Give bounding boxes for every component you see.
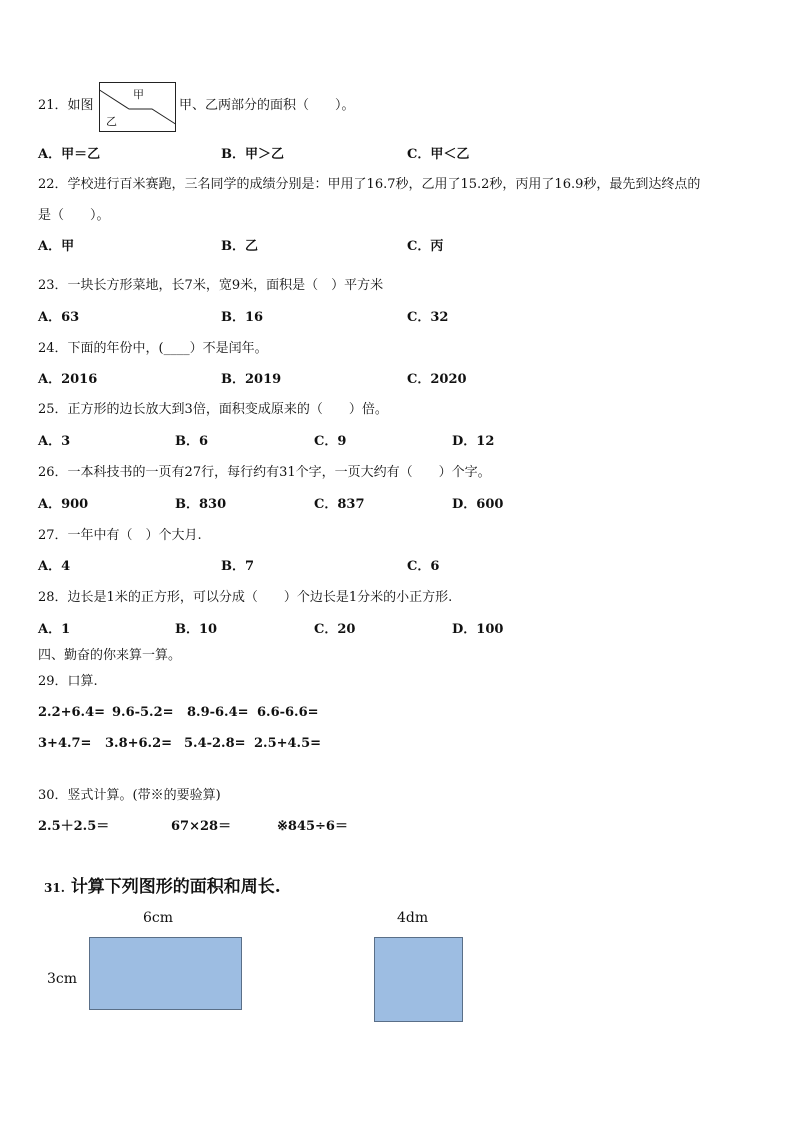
q26-option-c[interactable]: C．837 <box>314 497 365 512</box>
q30-title: 30．竖式计算。(带※的要验算) <box>38 788 221 803</box>
q28-option-b[interactable]: B．10 <box>175 622 218 637</box>
q25-option-d[interactable]: D．12 <box>452 434 495 449</box>
q21-option-a[interactable]: A．甲＝乙 <box>38 147 101 162</box>
q31-number: 31. <box>44 881 65 895</box>
q24-option-b[interactable]: B．2019 <box>221 372 282 387</box>
q21-prompt-pre: 21．如图 <box>38 98 94 113</box>
q29-item-6: 3.8+6.2= <box>105 736 173 751</box>
q30-item-3: ※845÷6＝ <box>277 819 348 834</box>
q27-option-b[interactable]: B．7 <box>221 559 255 574</box>
q26-prompt: 26．一本科技书的一页有27行，每行约有31个字，一页大约有（ ）个字。 <box>38 465 491 480</box>
q25-prompt: 25．正方形的边长放大到3倍，面积变成原来的（ ）倍。 <box>38 402 388 417</box>
square-side-label: 4dm <box>397 910 429 926</box>
q24-prompt: 24．下面的年份中，(____）不是闰年。 <box>38 341 268 356</box>
section4-title: 四、勤奋的你来算一算。 <box>38 648 182 663</box>
q27-option-a[interactable]: A．4 <box>38 559 71 574</box>
q29-item-4: 6.6-6.6= <box>257 705 319 720</box>
q21-label-jia: 甲 <box>133 88 144 101</box>
q22-prompt-line2: 是（ ）。 <box>38 208 110 223</box>
square-4dm <box>374 937 463 1022</box>
q31-title: 计算下列图形的面积和周长. <box>70 877 281 897</box>
q29-item-5: 3+4.7= <box>38 736 92 751</box>
q21-option-c[interactable]: C．甲＜乙 <box>407 147 470 162</box>
q26-option-a[interactable]: A．900 <box>38 497 89 512</box>
q28-prompt: 28．边长是1米的正方形，可以分成（ ）个边长是1分米的小正方形. <box>38 590 453 605</box>
q29-item-7: 5.4-2.8= <box>184 736 246 751</box>
rect-height-label: 3cm <box>47 971 78 987</box>
q29-item-2: 9.6-5.2= <box>112 705 174 720</box>
q27-option-c[interactable]: C．6 <box>407 559 440 574</box>
q22-option-b[interactable]: B．乙 <box>221 239 258 254</box>
q28-option-d[interactable]: D．100 <box>452 622 504 637</box>
q23-option-c[interactable]: C．32 <box>407 310 449 325</box>
q21-option-b[interactable]: B．甲＞乙 <box>221 147 284 162</box>
q26-option-b[interactable]: B．830 <box>175 497 227 512</box>
q25-option-b[interactable]: B．6 <box>175 434 209 449</box>
q22-option-c[interactable]: C．丙 <box>407 239 444 254</box>
q24-option-a[interactable]: A．2016 <box>38 372 98 387</box>
q27-prompt: 27．一年中有（ ）个大月. <box>38 528 202 543</box>
q30-item-1: 2.5＋2.5＝ <box>38 819 110 834</box>
rectangle-6x3 <box>89 937 242 1010</box>
q24-option-c[interactable]: C．2020 <box>407 372 467 387</box>
q22-prompt-line1: 22．学校进行百米赛跑，三名同学的成绩分别是：甲用了16.7秒，乙用了15.2秒，丙用了16.9秒，最先到达终点的 <box>38 177 701 192</box>
q25-option-a[interactable]: A．3 <box>38 434 71 449</box>
q23-option-b[interactable]: B．16 <box>221 310 264 325</box>
rect-width-label: 6cm <box>143 910 174 926</box>
q29-title: 29．口算. <box>38 674 98 689</box>
q29-item-8: 2.5+4.5= <box>254 736 322 751</box>
q25-option-c[interactable]: C．9 <box>314 434 347 449</box>
q22-option-a[interactable]: A．甲 <box>38 239 75 254</box>
q23-option-a[interactable]: A．63 <box>38 310 80 325</box>
q31-heading <box>44 872 281 897</box>
q26-option-d[interactable]: D．600 <box>452 497 504 512</box>
q21-prompt-post: 甲、乙两部分的面积（ ）。 <box>179 98 355 113</box>
q28-option-a[interactable]: A．1 <box>38 622 71 637</box>
q28-option-c[interactable]: C．20 <box>314 622 356 637</box>
q29-item-3: 8.9-6.4= <box>187 705 249 720</box>
q30-item-2: 67×28＝ <box>171 819 232 834</box>
q21-label-yi: 乙 <box>106 115 117 128</box>
q23-prompt: 23．一块长方形菜地，长7米，宽9米，面积是（ ）平方米 <box>38 278 384 293</box>
q29-item-1: 2.2+6.4= <box>38 705 106 720</box>
